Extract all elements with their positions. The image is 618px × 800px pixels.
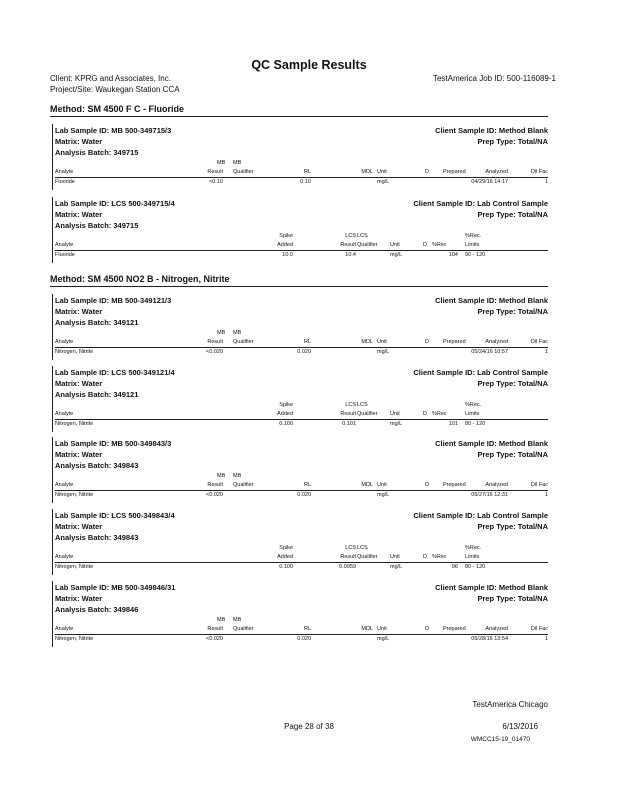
prep-type: Prep Type: Total/NA: [477, 450, 548, 459]
header-lcs: LCS: [357, 545, 368, 551]
result-value: <0.020: [206, 636, 223, 642]
col-analyzed: Analyzed: [485, 626, 508, 632]
col-rl: RL: [303, 626, 311, 632]
results-table: [55, 473, 548, 503]
client-sample-id: Client Sample ID: Lab Control Sample: [413, 199, 548, 208]
header-rec: %Rec.: [465, 545, 482, 551]
spike-added-value: 10.0: [282, 252, 293, 258]
col-prepared: Prepared: [443, 339, 466, 345]
col-unit: Unit: [377, 482, 387, 488]
col-mdl: MDL: [361, 482, 373, 488]
analyzed-value: 04/29/16 14:17: [471, 179, 508, 185]
col-limits: Limits: [465, 242, 480, 248]
matrix: Matrix: Water: [55, 379, 103, 388]
header-mb: MB: [233, 330, 242, 336]
prep-type: Prep Type: Total/NA: [477, 379, 548, 388]
rec-value: 101: [448, 421, 458, 427]
header-underline: [55, 634, 548, 635]
lab-job-id: TestAmerica Job ID: 500-116089-1: [432, 74, 556, 83]
block-bracket: [52, 124, 53, 190]
col-limits: Limits: [465, 554, 480, 560]
lab-sample-id: Lab Sample ID: MB 500-349121/3: [55, 296, 172, 305]
result-value: <0.10: [209, 179, 223, 185]
col-analyzed: Analyzed: [485, 339, 508, 345]
analysis-batch: Analysis Batch: 349843: [55, 461, 139, 470]
unit-value: mg/L: [377, 349, 390, 355]
header-lcs: LCS: [345, 402, 356, 408]
col-qualifier: Qualifier: [233, 626, 254, 632]
analyte-name: Fluoride: [55, 252, 75, 258]
col-unit: Unit: [377, 626, 387, 632]
col-d: D: [423, 242, 427, 248]
col-result: Result: [207, 626, 223, 632]
col-dil-fac: Dil Fac: [530, 339, 548, 345]
rec-value: 104: [448, 252, 458, 258]
col-result: Result: [207, 339, 223, 345]
qc-block-mb: [52, 294, 548, 360]
analysis-batch: Analysis Batch: 349715: [55, 221, 139, 230]
analyte-name: Nitrogen, Nitrite: [55, 421, 94, 427]
lab-sample-id: Lab Sample ID: LCS 500-349715/4: [55, 199, 175, 208]
header-spike: Spike: [279, 402, 293, 408]
unit-value: mg/L: [377, 492, 390, 498]
rl-value: 0.020: [297, 349, 311, 355]
col-d: D: [425, 339, 429, 345]
col-prepared: Prepared: [443, 626, 466, 632]
col-analyte: Analyte: [55, 482, 74, 488]
col-unit: Unit: [390, 411, 400, 417]
dil-fac-value: 1: [544, 179, 548, 185]
col-analyzed: Analyzed: [485, 482, 508, 488]
lab-sample-id: Lab Sample ID: MB 500-349843/3: [55, 439, 172, 448]
col-rec: %Rec: [432, 411, 447, 417]
header-underline: [55, 347, 548, 348]
col-d: D: [423, 411, 427, 417]
col-prepared: Prepared: [443, 169, 466, 175]
analysis-batch: Analysis Batch: 349843: [55, 533, 139, 542]
col-analyte: Analyte: [55, 554, 74, 560]
header-lcs: LCS: [357, 233, 368, 239]
qc-block-mb: [52, 437, 548, 503]
qc-block-lcs: [52, 509, 548, 575]
col-analyte: Analyte: [55, 626, 74, 632]
col-spike-added: Added: [277, 554, 293, 560]
col-rl: RL: [303, 169, 311, 175]
col-unit: Unit: [390, 554, 400, 560]
col-qualifier: Qualifier: [357, 242, 378, 248]
col-qualifier: Qualifier: [233, 339, 254, 345]
result-value: <0.020: [206, 492, 223, 498]
analysis-batch: Analysis Batch: 349846: [55, 605, 139, 614]
analyzed-value: 05/27/16 12:31: [471, 492, 508, 498]
rec-value: 96: [451, 564, 458, 570]
col-d: D: [425, 626, 429, 632]
header-rec: %Rec.: [465, 233, 482, 239]
col-unit: Unit: [390, 242, 400, 248]
header-mb: MB: [217, 617, 226, 623]
col-d: D: [425, 169, 429, 175]
analyte-name: Nitrogen, Nitrite: [55, 349, 94, 355]
col-unit: Unit: [377, 339, 387, 345]
col-prepared: Prepared: [443, 482, 466, 488]
header-lcs: LCS: [345, 545, 356, 551]
col-dil-fac: Dil Fac: [530, 169, 548, 175]
unit-value: mg/L: [390, 421, 403, 427]
results-table: [55, 233, 548, 263]
prep-type: Prep Type: Total/NA: [477, 594, 548, 603]
results-table: [55, 545, 548, 575]
col-dil-fac: Dil Fac: [530, 626, 548, 632]
dil-fac-value: 1: [544, 349, 548, 355]
block-bracket: [52, 294, 53, 360]
prep-type: Prep Type: Total/NA: [477, 307, 548, 316]
result-value: 0.0959: [339, 564, 356, 570]
results-table: [55, 402, 548, 432]
matrix: Matrix: Water: [55, 522, 103, 531]
header-underline: [55, 250, 548, 251]
col-rl: RL: [303, 482, 311, 488]
client-sample-id: Client Sample ID: Method Blank: [435, 583, 548, 592]
lab-sample-id: Lab Sample ID: MB 500-349846/31: [55, 583, 176, 592]
matrix: Matrix: Water: [55, 210, 103, 219]
header-mb: MB: [217, 160, 226, 166]
result-value: <0.020: [206, 349, 223, 355]
header-lcs: LCS: [357, 402, 368, 408]
footer-date: 6/13/2016: [502, 722, 538, 731]
header-mb: MB: [233, 473, 242, 479]
client-sample-id: Client Sample ID: Method Blank: [435, 439, 548, 448]
rl-value: 0.020: [297, 636, 311, 642]
col-analyte: Analyte: [55, 169, 74, 175]
matrix: Matrix: Water: [55, 137, 103, 146]
qc-block-lcs: [52, 197, 548, 263]
col-analyte: Analyte: [55, 242, 74, 248]
results-table: [55, 160, 548, 190]
rl-value: 0.10: [300, 179, 311, 185]
client-sample-id: Client Sample ID: Lab Control Sample: [413, 511, 548, 520]
document-code: WMCC15-19_01470: [470, 736, 530, 743]
header-mb: MB: [233, 617, 242, 623]
method-heading: Method: SM 4500 NO2 B - Nitrogen, Nitrite: [50, 274, 230, 284]
col-result: Result: [207, 169, 223, 175]
col-spike-added: Added: [277, 242, 293, 248]
lab-sample-id: Lab Sample ID: LCS 500-349843/4: [55, 511, 175, 520]
qc-block-lcs: [52, 366, 548, 432]
col-unit: Unit: [377, 169, 387, 175]
col-dil-fac: Dil Fac: [530, 482, 548, 488]
client-sample-id: Client Sample ID: Lab Control Sample: [413, 368, 548, 377]
header-rec: %Rec.: [465, 402, 482, 408]
col-qualifier: Qualifier: [357, 554, 378, 560]
header-mb: MB: [217, 330, 226, 336]
divider: [50, 286, 548, 287]
result-value: 0.101: [342, 421, 356, 427]
col-analyte: Analyte: [55, 411, 74, 417]
matrix: Matrix: Water: [55, 594, 103, 603]
analyte-name: Fluoride: [55, 179, 75, 185]
unit-value: mg/L: [390, 564, 403, 570]
col-result: Result: [340, 554, 356, 560]
col-rl: RL: [303, 339, 311, 345]
header-mb: MB: [217, 473, 226, 479]
prep-type: Prep Type: Total/NA: [477, 137, 548, 146]
col-mdl: MDL: [361, 626, 373, 632]
analysis-batch: Analysis Batch: 349715: [55, 148, 139, 157]
col-qualifier: Qualifier: [357, 411, 378, 417]
prep-type: Prep Type: Total/NA: [477, 210, 548, 219]
col-d: D: [425, 482, 429, 488]
qc-block-mb: [52, 581, 548, 647]
col-analyte: Analyte: [55, 339, 74, 345]
header-lcs: LCS: [345, 233, 356, 239]
qc-block-mb: [52, 124, 548, 190]
header-mb: MB: [233, 160, 242, 166]
header-underline: [55, 490, 548, 491]
col-result: Result: [207, 482, 223, 488]
client-sample-id: Client Sample ID: Method Blank: [435, 126, 548, 135]
col-result: Result: [340, 242, 356, 248]
results-table: [55, 330, 548, 360]
block-bracket: [52, 581, 53, 647]
col-rec: %Rec: [432, 242, 447, 248]
analyte-name: Nitrogen, Nitrite: [55, 564, 94, 570]
divider: [50, 116, 548, 117]
lab-sample-id: Lab Sample ID: MB 500-349715/3: [55, 126, 172, 135]
header-underline: [55, 419, 548, 420]
col-spike-added: Added: [277, 411, 293, 417]
spike-added-value: 0.100: [279, 421, 293, 427]
footer-company: TestAmerica Chicago: [472, 700, 548, 709]
client-name: Client: KPRG and Associates, Inc.: [50, 74, 171, 83]
project-site: Project/Site: Waukegan Station CCA: [50, 85, 180, 94]
block-bracket: [52, 197, 53, 263]
col-qualifier: Qualifier: [233, 169, 254, 175]
col-mdl: MDL: [361, 339, 373, 345]
col-qualifier: Qualifier: [233, 482, 254, 488]
page-number: Page 28 of 38: [284, 722, 334, 731]
rl-value: 0.020: [297, 492, 311, 498]
lab-sample-id: Lab Sample ID: LCS 500-349121/4: [55, 368, 175, 377]
block-bracket: [52, 366, 53, 432]
header-underline: [55, 562, 548, 563]
analysis-batch: Analysis Batch: 349121: [55, 390, 139, 399]
limits-value: 90 - 120: [465, 252, 486, 258]
analyzed-value: 05/24/16 10:57: [471, 349, 508, 355]
limits-value: 80 - 120: [465, 421, 486, 427]
header-underline: [55, 177, 548, 178]
analysis-batch: Analysis Batch: 349121: [55, 318, 139, 327]
limits-value: 80 - 120: [465, 564, 486, 570]
header-spike: Spike: [279, 545, 293, 551]
analyte-name: Nitrogen, Nitrite: [55, 492, 94, 498]
prep-type: Prep Type: Total/NA: [477, 522, 548, 531]
block-bracket: [52, 509, 53, 575]
matrix: Matrix: Water: [55, 450, 103, 459]
spike-added-value: 0.100: [279, 564, 293, 570]
col-rec: %Rec: [432, 554, 447, 560]
page-title: QC Sample Results: [251, 58, 367, 72]
block-bracket: [52, 437, 53, 503]
results-table: [55, 617, 548, 647]
dil-fac-value: 1: [544, 492, 548, 498]
col-limits: Limits: [465, 411, 480, 417]
unit-value: mg/L: [390, 252, 403, 258]
dil-fac-value: 1: [544, 636, 548, 642]
result-value: 10.4: [345, 252, 356, 258]
client-sample-id: Client Sample ID: Method Blank: [435, 296, 548, 305]
col-result: Result: [340, 411, 356, 417]
col-mdl: MDL: [361, 169, 373, 175]
unit-value: mg/L: [377, 179, 390, 185]
unit-value: mg/L: [377, 636, 390, 642]
matrix: Matrix: Water: [55, 307, 103, 316]
col-analyzed: Analyzed: [485, 169, 508, 175]
col-d: D: [423, 554, 427, 560]
method-heading: Method: SM 4500 F C - Fluoride: [50, 104, 185, 114]
analyzed-value: 05/28/16 13:54: [471, 636, 508, 642]
analyte-name: Nitrogen, Nitrite: [55, 636, 94, 642]
header-spike: Spike: [279, 233, 293, 239]
